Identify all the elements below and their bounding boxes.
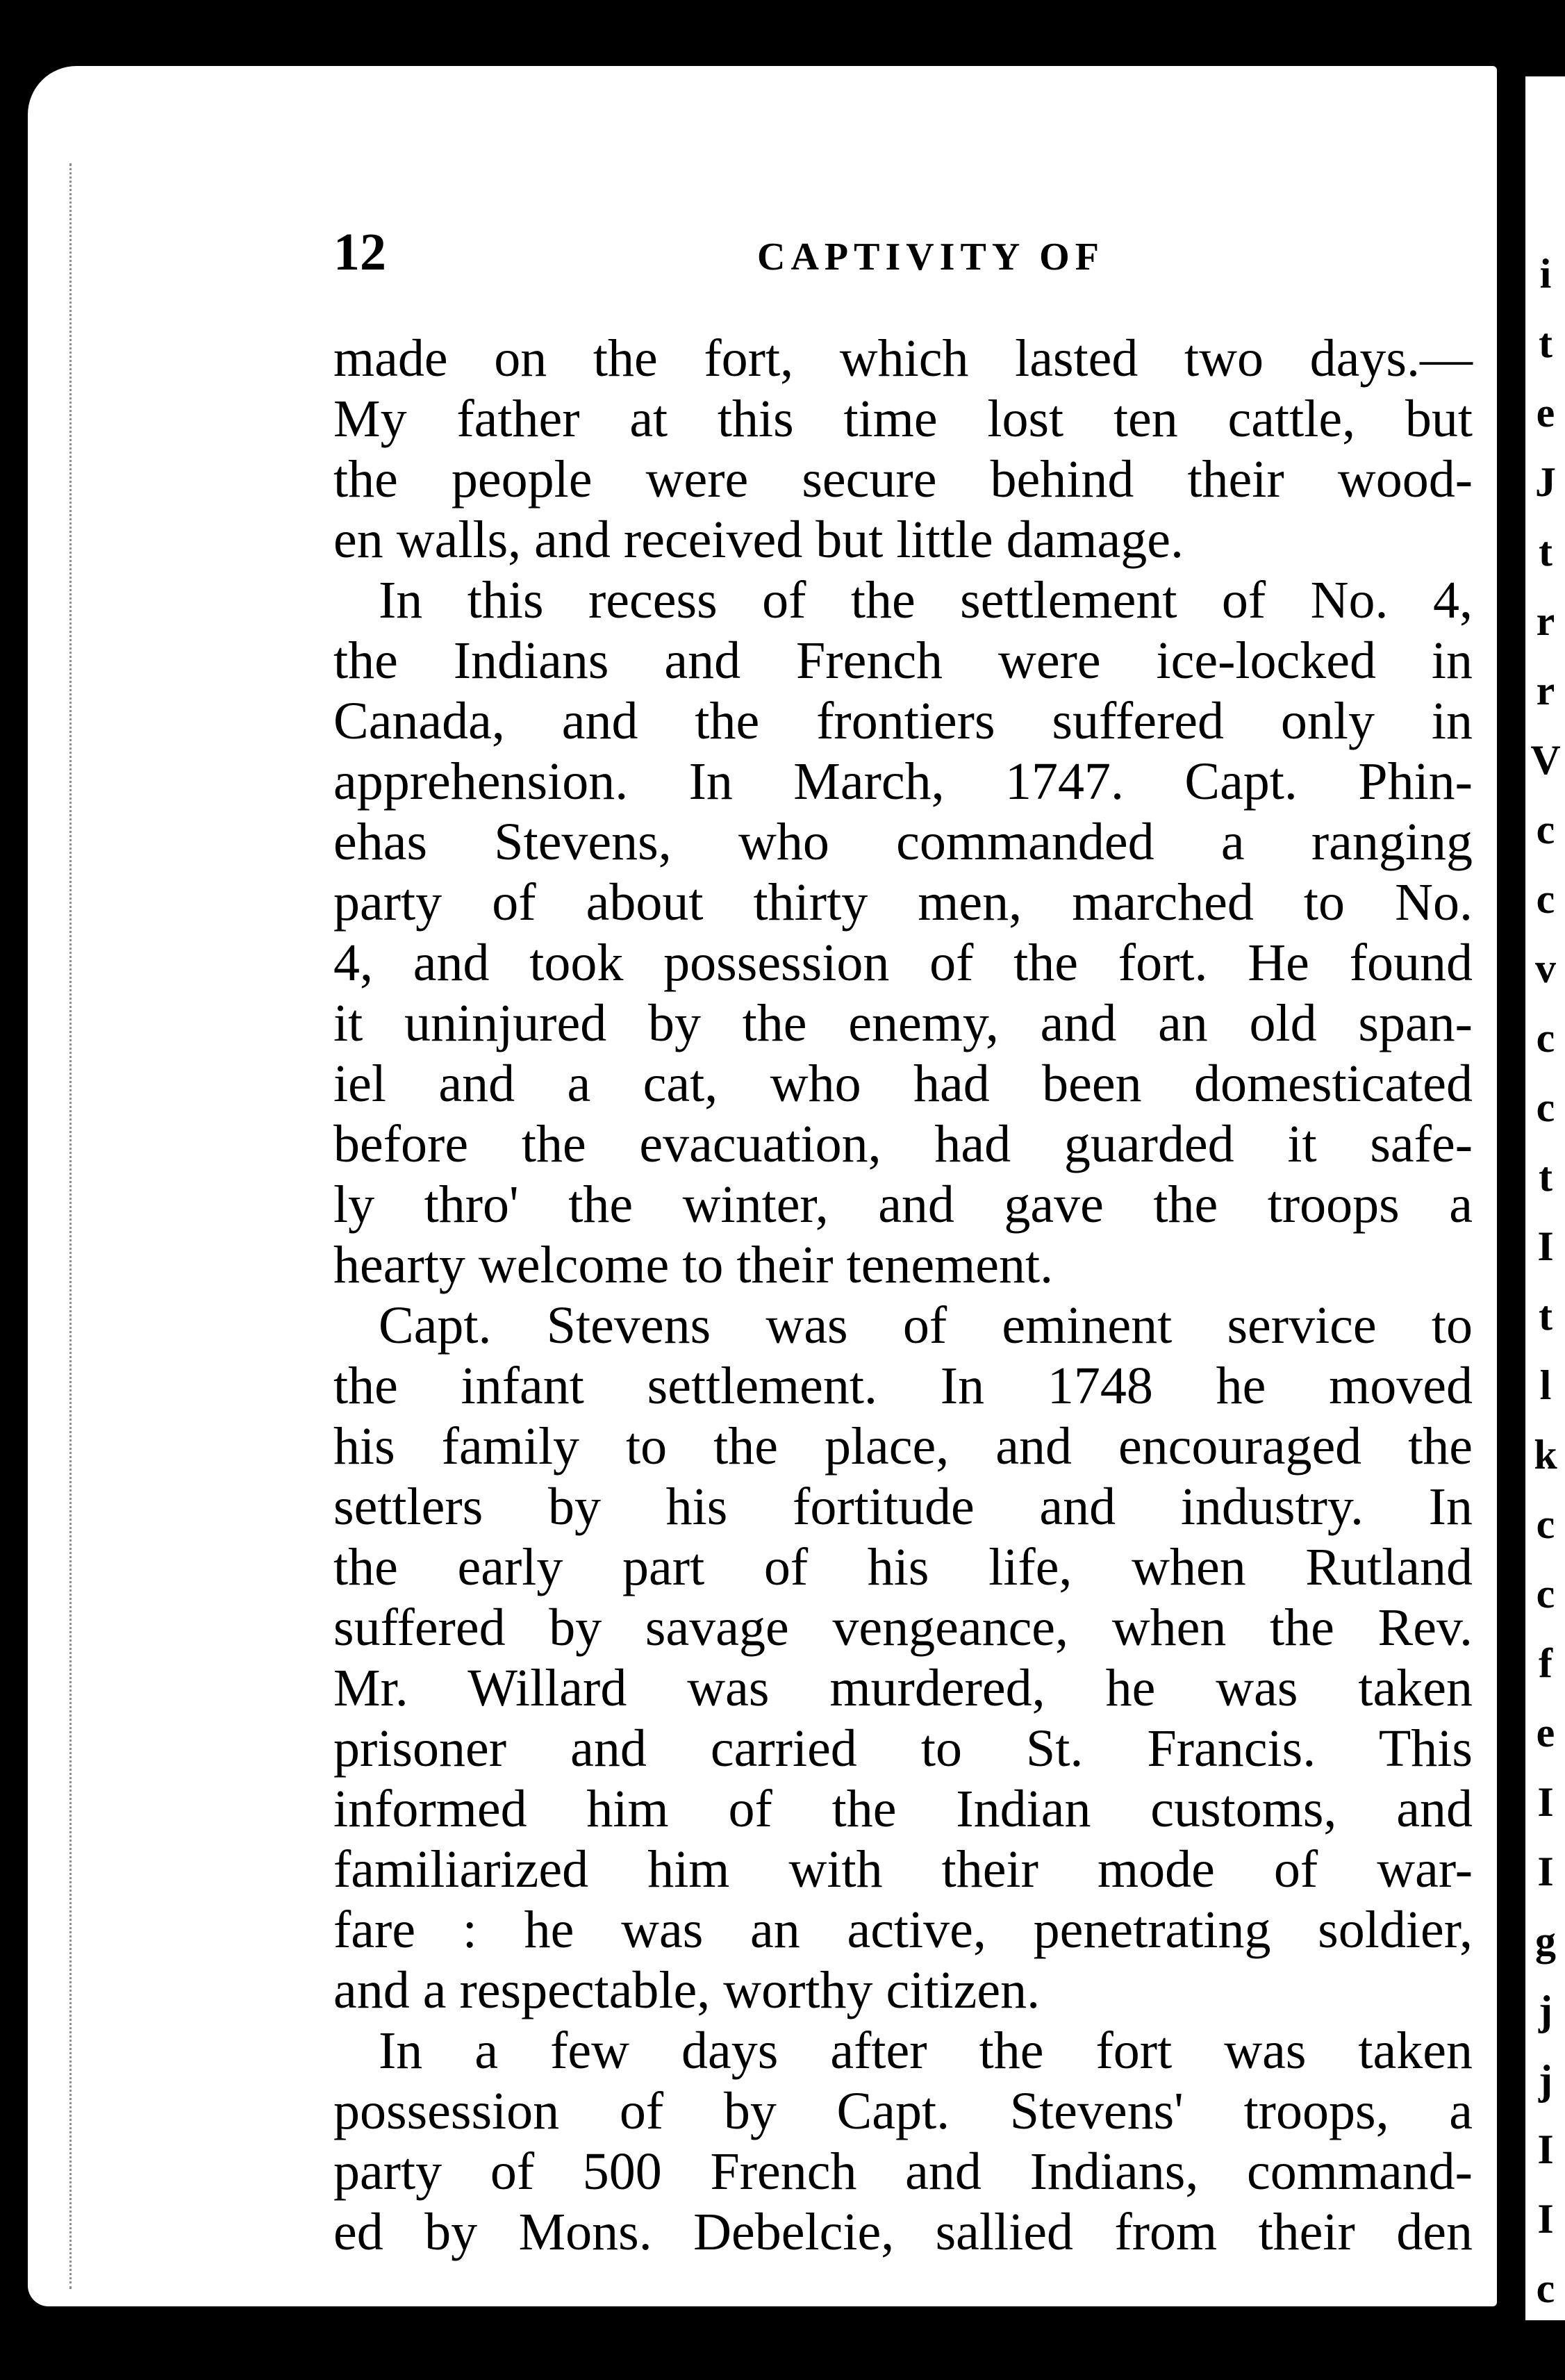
text-line: the Indians and French were ice-locked in — [333, 631, 1473, 690]
facing-page-letter: r — [1536, 598, 1555, 644]
text-line: My father at this time lost ten cattle, but — [333, 390, 1473, 448]
text-line: In a few days after the fort was taken — [379, 2022, 1473, 2080]
facing-page-letter: I — [1537, 2126, 1554, 2172]
text-line: his family to the place, and encouraged the — [333, 1417, 1473, 1476]
text-line: made on the fort, which lasted two days.— — [333, 329, 1473, 388]
page-header — [306, 222, 1487, 306]
facing-page-letter: V — [1530, 737, 1561, 783]
text-line: In this recess of the settlement of No. 4, — [379, 571, 1473, 629]
text-line: suffered by savage vengeance, when the Rev. — [333, 1598, 1473, 1657]
text-line: 4, and took possession of the fort. He found — [333, 934, 1473, 992]
facing-page-edge — [1507, 76, 1565, 2320]
text-line: en walls, and received but little damage. — [333, 511, 1184, 569]
text-line: ehas Stevens, who commanded a ranging — [333, 813, 1473, 871]
facing-page-letter: v — [1535, 945, 1556, 991]
facing-page-letter: i — [1539, 251, 1552, 297]
facing-page-letter: I — [1537, 1849, 1554, 1894]
text-line: Capt. Stevens was of eminent service to — [379, 1296, 1473, 1355]
facing-page-letter: c — [1536, 876, 1555, 922]
text-line: hearty welcome to their tenement. — [333, 1236, 1054, 1294]
body-text — [333, 329, 1473, 2263]
text-line: ly thro' the winter, and gave the troops a — [333, 1175, 1473, 1234]
facing-page-letter: g — [1535, 1918, 1556, 1964]
facing-page-letter: e — [1536, 390, 1555, 436]
facing-page-letter: c — [1536, 1015, 1555, 1061]
text-line: the early part of his life, when Rutland — [333, 1538, 1473, 1596]
text-line: Mr. Willard was murdered, he was taken — [333, 1659, 1473, 1717]
text-line: ed by Mons. Debelcie, sallied from their den — [333, 2203, 1473, 2261]
facing-page-letter: e — [1536, 1710, 1555, 1755]
facing-page-letter: J — [1535, 459, 1556, 505]
text-line: familiarized him with their mode of war- — [333, 1840, 1473, 1899]
text-line: and a respectable, worthy citizen. — [333, 1961, 1041, 2019]
page-gutter-edge — [69, 163, 81, 2289]
facing-page-letter: I — [1537, 1223, 1554, 1269]
facing-page-letter: c — [1536, 1501, 1555, 1547]
facing-page-letter: c — [1536, 1084, 1555, 1130]
text-line: iel and a cat, who had been domesticated — [333, 1055, 1473, 1113]
text-line: the people were secure behind their wood- — [333, 450, 1473, 509]
facing-page-letter: k — [1534, 1432, 1557, 1478]
facing-page-letter: j — [1539, 1988, 1552, 2033]
facing-page-letter: t — [1539, 529, 1552, 575]
facing-page-letter: I — [1537, 2196, 1554, 2242]
text-line: prisoner and carried to St. Francis. This — [333, 1719, 1473, 1778]
facing-page-letter: c — [1536, 807, 1555, 852]
text-line: apprehension. In March, 1747. Capt. Phin- — [333, 752, 1473, 811]
facing-page-letter: l — [1539, 1362, 1552, 1408]
text-line: before the evacuation, had guarded it safe- — [333, 1115, 1473, 1173]
facing-page-letter: t — [1539, 320, 1552, 366]
text-line: Canada, and the frontiers suffered only in — [333, 692, 1473, 750]
facing-page-gutter — [1507, 76, 1525, 2320]
facing-page-letter: r — [1536, 668, 1555, 713]
facing-page-letter: t — [1539, 1293, 1552, 1339]
facing-page-letter: c — [1536, 2265, 1555, 2311]
page-number: 12 — [333, 223, 386, 281]
book-page — [28, 66, 1497, 2306]
facing-page-letter: I — [1537, 1779, 1554, 1825]
text-line: party of about thirty men, marched to No. — [333, 873, 1473, 932]
text-line: party of 500 French and Indians, command- — [333, 2142, 1473, 2201]
text-line: fare : he was an active, penetrating soldier, — [333, 1901, 1473, 1959]
facing-page-letter: c — [1536, 1571, 1555, 1617]
facing-page-letter: f — [1539, 1640, 1552, 1686]
facing-page-letter: t — [1539, 1154, 1552, 1200]
text-line: the infant settlement. In 1748 he moved — [333, 1357, 1473, 1415]
text-line: informed him of the Indian customs, and — [333, 1780, 1473, 1838]
text-line: possession of by Capt. Stevens' troops, a — [333, 2082, 1473, 2140]
text-line: it uninjured by the enemy, and an old span- — [333, 994, 1473, 1052]
facing-page-letter: j — [1539, 2057, 1552, 2103]
text-line: settlers by his fortitude and industry. In — [333, 1478, 1473, 1536]
running-title: CAPTIVITY OF — [757, 235, 1104, 279]
